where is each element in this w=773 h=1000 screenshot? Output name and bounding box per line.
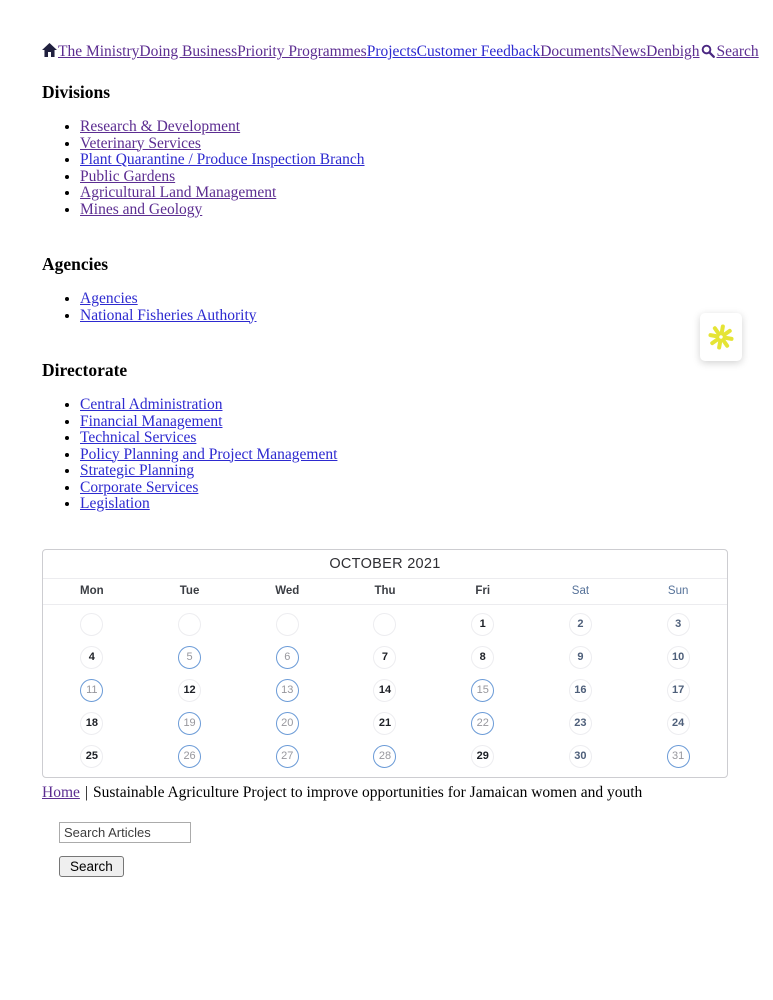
link-corporate-services[interactable]: Corporate Services (80, 478, 199, 496)
nav-search-link[interactable] (700, 43, 759, 60)
calendar-day-14: 14 (373, 679, 396, 702)
calendar-day-30: 30 (569, 745, 592, 768)
accessibility-asterisk-icon (707, 323, 735, 351)
calendar-week-row (43, 707, 727, 740)
section-title-divisions: Divisions (42, 82, 111, 102)
calendar (42, 549, 728, 778)
list-item (80, 397, 732, 414)
calendar-day-21: 21 (373, 712, 396, 735)
list-item (80, 185, 732, 202)
list-item (80, 152, 732, 169)
list-item (80, 447, 732, 464)
list-item (80, 430, 732, 447)
list-item (80, 308, 732, 325)
calendar-day-9: 9 (569, 646, 592, 669)
calendar-week-row (43, 608, 727, 641)
section-title-directorate: Directorate (42, 360, 128, 380)
link-agricultural-land-management[interactable]: Agricultural Land Management (80, 184, 277, 201)
list-item (80, 136, 732, 153)
top-nav-links (58, 43, 700, 60)
calendar-day-1: 1 (471, 613, 494, 636)
calendar-day-11[interactable]: 11 (80, 679, 103, 702)
article-search-input[interactable] (59, 822, 191, 843)
calendar-day-headers (43, 579, 727, 605)
section-list-directorate (42, 397, 732, 513)
calendar-day-29: 29 (471, 745, 494, 768)
calendar-day-10: 10 (667, 646, 690, 669)
calendar-day-26[interactable]: 26 (178, 745, 201, 768)
article-search-button[interactable]: Search (59, 856, 124, 877)
calendar-day-16: 16 (569, 679, 592, 702)
calendar-day-3: 3 (667, 613, 690, 636)
calendar-week-row (43, 641, 727, 674)
calendar-day-20[interactable]: 20 (276, 712, 299, 735)
calendar-day-18: 18 (80, 712, 103, 735)
link-mines-and-geology[interactable]: Mines and Geology (80, 200, 203, 218)
list-item (80, 202, 732, 219)
link-public-gardens[interactable]: Public Gardens (80, 167, 176, 185)
list-item (80, 414, 732, 431)
breadcrumb-home-link[interactable]: Home (42, 783, 80, 801)
calendar-week-row (43, 674, 727, 707)
calendar-day-28[interactable]: 28 (373, 745, 396, 768)
section-list-agencies (42, 291, 732, 324)
calendar-day-8: 8 (471, 646, 494, 669)
calendar-day-empty (276, 613, 299, 636)
calendar-day-27[interactable]: 27 (276, 745, 299, 768)
link-legislation[interactable]: Legislation (80, 495, 150, 512)
nav-link-priority-programmes[interactable]: Priority Programmes (237, 43, 367, 60)
list-item (80, 496, 732, 513)
nav-search-label: Search (716, 43, 759, 60)
home-icon[interactable] (42, 43, 57, 61)
list-item (80, 291, 732, 308)
calendar-day-17: 17 (667, 679, 690, 702)
list-item (80, 480, 732, 497)
day-header-wed: Wed (275, 585, 300, 597)
calendar-day-5[interactable]: 5 (178, 646, 201, 669)
breadcrumb-page-title: Sustainable Agriculture Project to improve opportunities for Jamaican women and youth (93, 783, 643, 801)
nav-link-projects[interactable]: Projects (366, 43, 417, 60)
search-icon (701, 44, 715, 58)
calendar-week-row (43, 740, 727, 773)
top-nav (42, 43, 759, 61)
link-veterinary-services[interactable]: Veterinary Services (80, 134, 201, 152)
calendar-day-2: 2 (569, 613, 592, 636)
section-title-agencies: Agencies (42, 254, 109, 274)
nav-link-doing-business[interactable]: Doing Business (139, 43, 238, 60)
calendar-day-15[interactable]: 15 (471, 679, 494, 702)
link-policy-planning-and-project-management[interactable]: Policy Planning and Project Management (80, 445, 338, 463)
breadcrumb-separator: | (84, 783, 88, 801)
calendar-day-7: 7 (373, 646, 396, 669)
list-item (80, 463, 732, 480)
nav-link-documents[interactable]: Documents (540, 43, 611, 60)
day-header-mon: Mon (80, 585, 104, 597)
breadcrumb (42, 784, 732, 802)
accessibility-widget-button[interactable] (700, 313, 742, 361)
calendar-title: OCTOBER 2021 (43, 550, 727, 579)
day-header-sun: Sun (667, 585, 689, 597)
calendar-grid (43, 605, 727, 777)
calendar-day-23: 23 (569, 712, 592, 735)
calendar-day-24: 24 (667, 712, 690, 735)
calendar-day-empty (373, 613, 396, 636)
calendar-day-6[interactable]: 6 (276, 646, 299, 669)
calendar-day-empty (80, 613, 103, 636)
link-national-fisheries-authority[interactable]: National Fisheries Authority (80, 306, 257, 324)
calendar-day-13[interactable]: 13 (276, 679, 299, 702)
calendar-day-25: 25 (80, 745, 103, 768)
day-header-thu: Thu (374, 585, 396, 597)
list-item (80, 119, 732, 136)
article-search-form (59, 822, 732, 877)
nav-link-customer-feedback[interactable]: Customer Feedback (416, 43, 541, 60)
calendar-day-12: 12 (178, 679, 201, 702)
link-agencies[interactable]: Agencies (80, 290, 138, 307)
day-header-sat: Sat (571, 585, 590, 597)
nav-link-the-ministry[interactable]: The Ministry (58, 43, 140, 60)
calendar-day-4: 4 (80, 646, 103, 669)
nav-link-denbigh[interactable]: Denbigh (646, 43, 700, 60)
link-plant-quarantine-produce-inspection-branch[interactable]: Plant Quarantine / Produce Inspection Branch (80, 151, 365, 168)
section-list-divisions (42, 119, 732, 218)
link-technical-services[interactable]: Technical Services (80, 429, 197, 446)
link-sections (42, 82, 732, 513)
day-header-fri: Fri (475, 585, 491, 597)
calendar-day-31[interactable]: 31 (667, 745, 690, 768)
calendar-day-22[interactable]: 22 (471, 712, 494, 735)
nav-link-news[interactable]: News (610, 43, 647, 60)
link-financial-management[interactable]: Financial Management (80, 412, 223, 430)
link-research-development[interactable]: Research & Development (80, 118, 241, 135)
day-header-tue: Tue (179, 585, 200, 597)
calendar-day-empty (178, 613, 201, 636)
link-central-administration[interactable]: Central Administration (80, 396, 223, 413)
calendar-day-19[interactable]: 19 (178, 712, 201, 735)
list-item (80, 169, 732, 186)
link-strategic-planning[interactable]: Strategic Planning (80, 462, 195, 479)
